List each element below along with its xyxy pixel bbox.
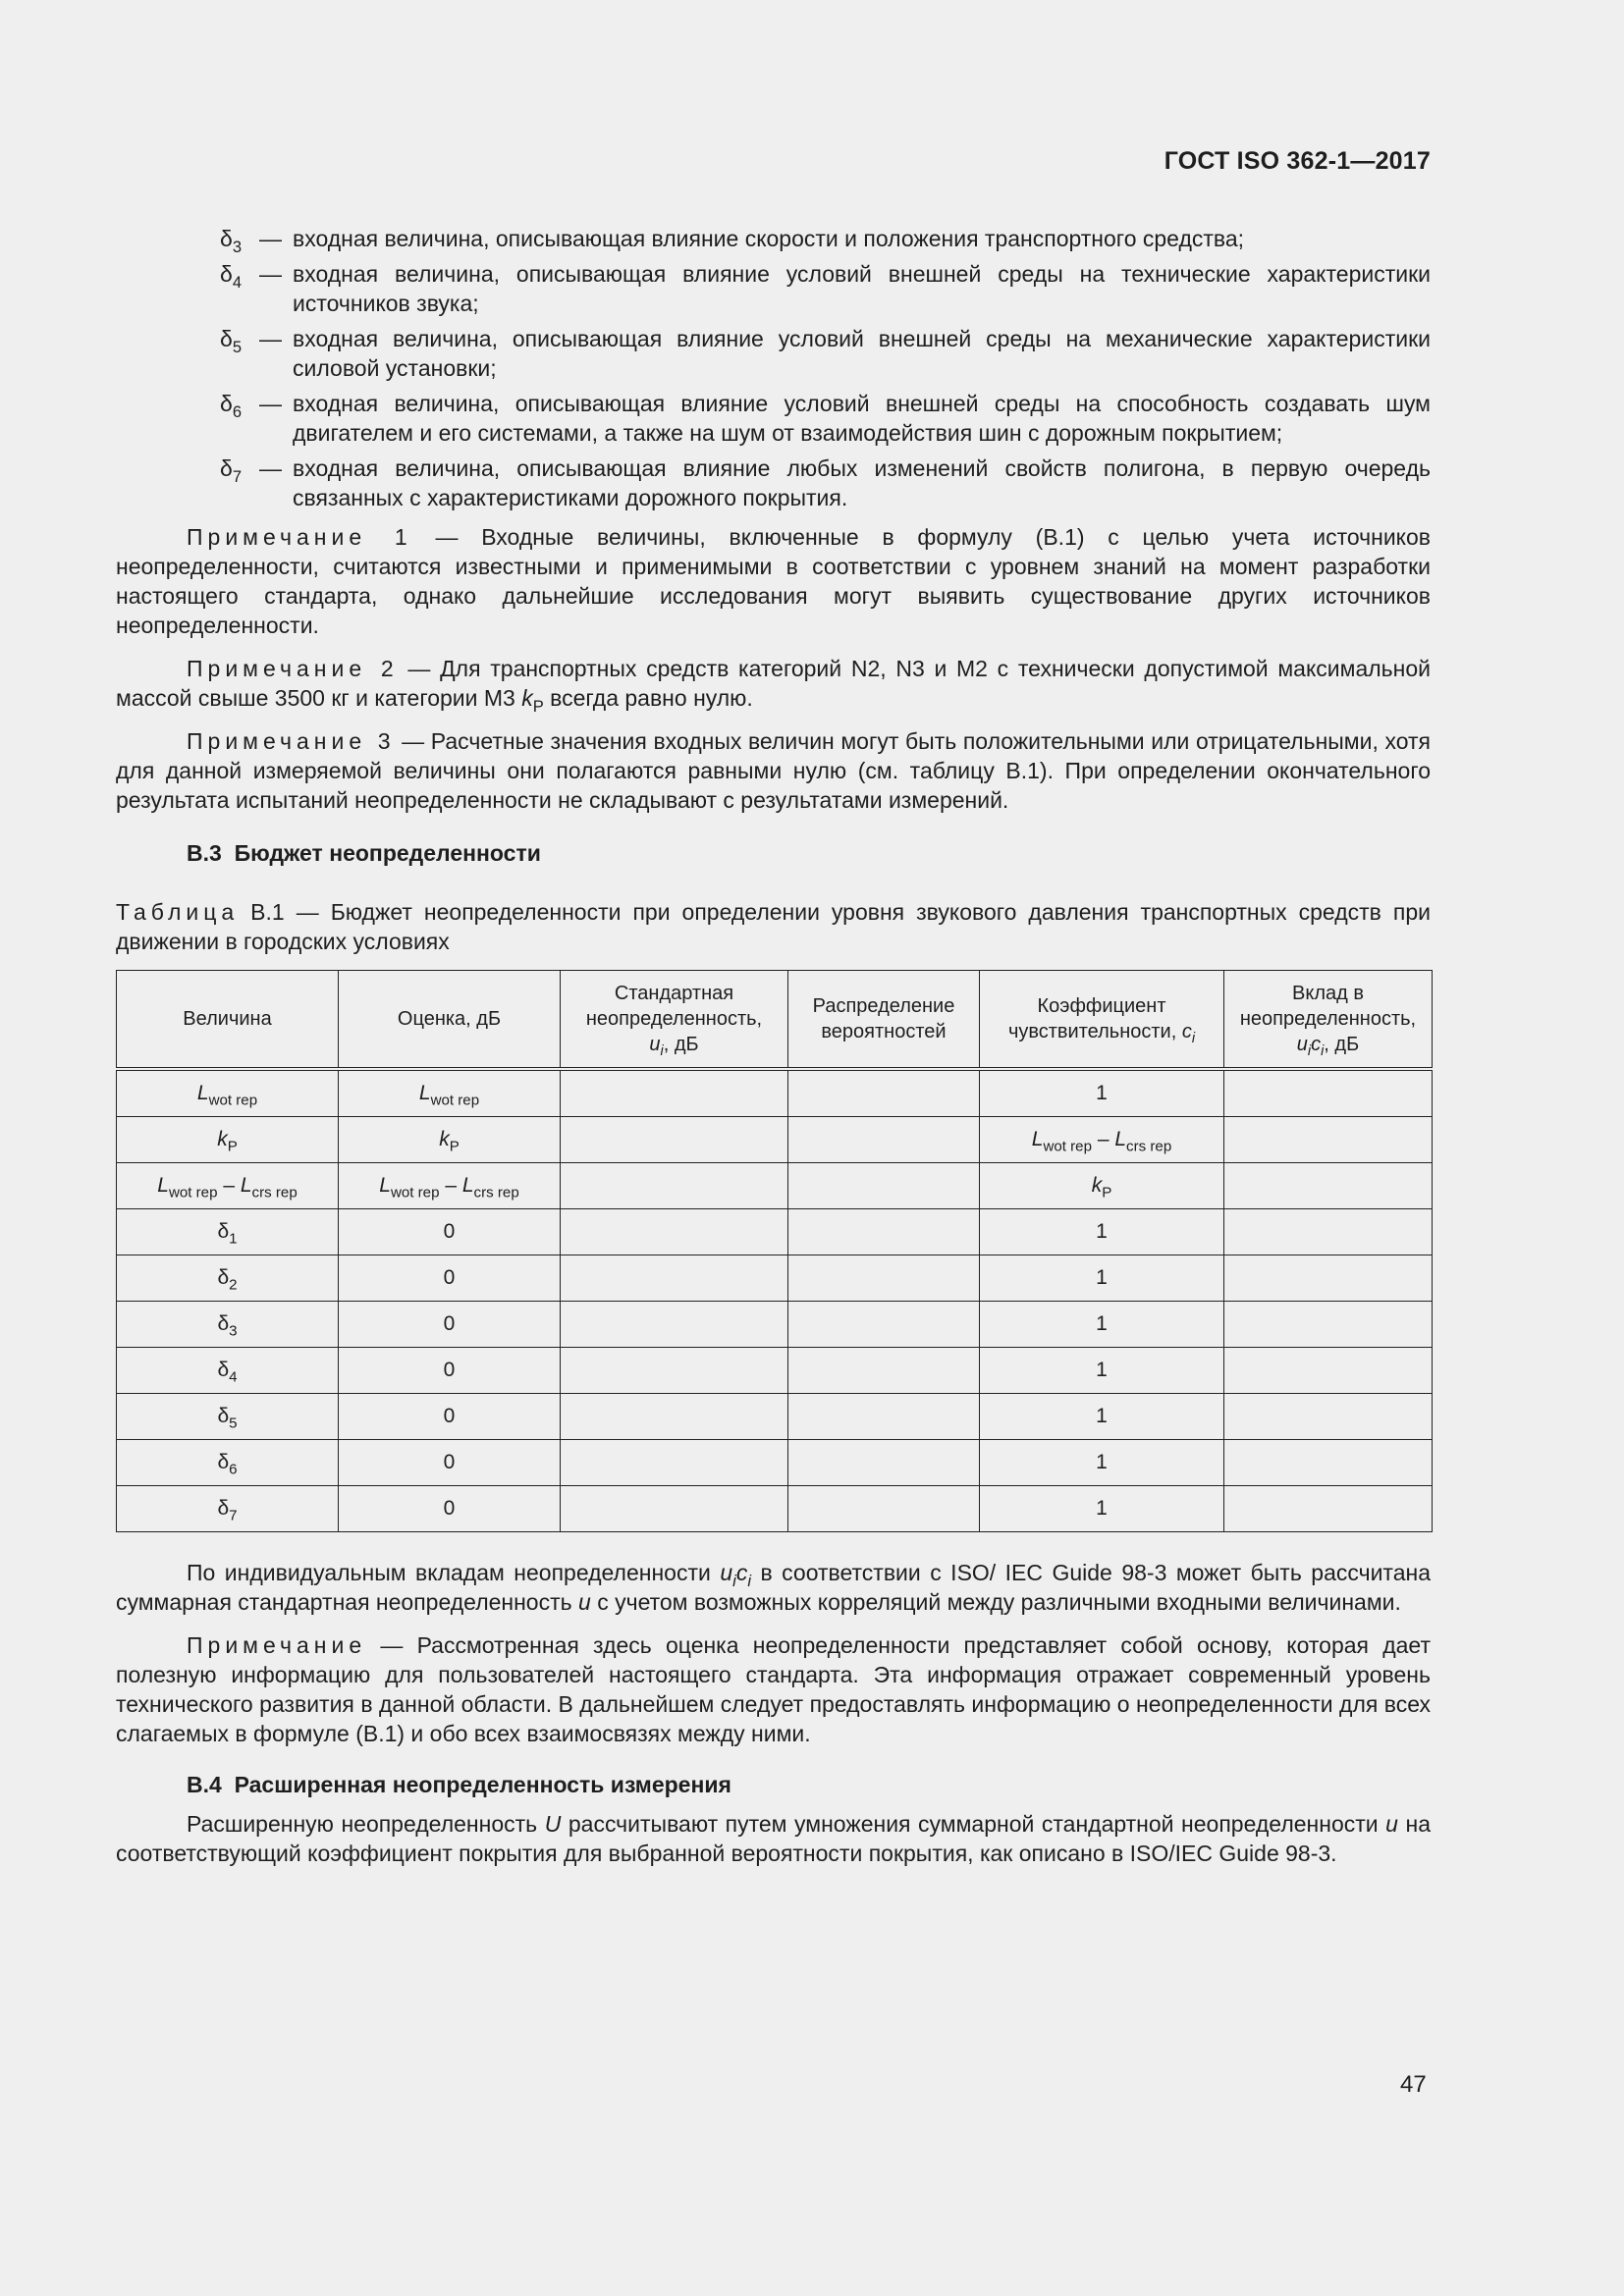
definition-text: входная величина, описывающая влияние условий внешней среды на способность создавать шум двигателем и его системами, а также на шум от взаимодействия шин с дорожным покрытием;: [293, 391, 1431, 446]
section-heading-b3: В.3 Бюджет неопределенности: [187, 840, 541, 866]
cell-distribution: [788, 1348, 980, 1394]
cell-distribution: [788, 1440, 980, 1486]
cell-sensitivity: 1: [980, 1348, 1224, 1394]
definition-item: $\delta_3$ — входная величина, описывающая влияние скорости и положения транспортного средства;: [220, 224, 1431, 253]
cell-estimate: 0: [339, 1486, 561, 1532]
cell-sensitivity: $L_{wot rep} - L_{crs rep}$: [980, 1117, 1224, 1163]
cell-uncertainty: [561, 1255, 788, 1302]
cell-distribution: [788, 1302, 980, 1348]
page-number: 47: [1400, 2071, 1427, 2098]
cell-uncertainty: [561, 1163, 788, 1209]
cell-contribution: [1224, 1117, 1433, 1163]
cell-quantity: $\delta_6$: [117, 1440, 339, 1486]
cell-estimate: 0: [339, 1440, 561, 1486]
cell-uncertainty: [561, 1486, 788, 1532]
note-after-table: Примечание — Рассмотренная здесь оценка неопределенности представляет собой основу, которая дает полезную информацию для пользователей настоящего стандарта. Эта информация отражает современный уровень технического развития в данной области. В дальнейшем следует предоставлять информацию о неопределенности для всех слагаемых в формуле (В.1) и обо всех взаимосвязях между ними.: [116, 1632, 1431, 1746]
expanded-uncertainty-paragraph: Расширенную неопределенность U рассчитывают путем умножения суммарной стандартной неопределенности u на соответствующий коэффициент покрытия для выбранной вероятности покрытия, как описано в ISO/IEC Guide 98-3.: [116, 1811, 1432, 1866]
cell-estimate: 0: [339, 1302, 561, 1348]
table-row: [117, 1440, 1433, 1486]
table-row: [117, 1209, 1433, 1255]
definition-text: входная величина, описывающая влияние скорости и положения транспортного средства;: [293, 226, 1245, 251]
cell-contribution: [1224, 1440, 1433, 1486]
note-1: Примечание 1 — Входные величины, включенные в формулу (В.1) с целью учета источников неопределенности, считаются известными и применимыми в соответствии с уровнем знаний на момент разработки настоящего стандарта, однако дальнейшие исследования могут выявить существование других источников неопределенности.: [116, 524, 1432, 638]
definition-item: $\delta_7$ — входная величина, описывающая влияние любых изменений свойств полигона, в первую очередь связанных с характеристиками дорожного покрытия.: [220, 455, 1431, 510]
note-2: Примечание 2 — Для транспортных средств категорий N2, N3 и M2 с технически допустимой максимальной массой свыше 3500 кг и категории M3 $k_P$ всегда равно нулю.: [116, 656, 1431, 716]
cell-distribution: [788, 1486, 980, 1532]
definition-text: входная величина, описывающая влияние любых изменений свойств полигона, в первую очередь связанных с характеристиками дорожного покрытия.: [293, 455, 1431, 510]
page-content: [116, 224, 1431, 1882]
uncertainty-budget-table: [116, 970, 1433, 1532]
definition-symbol: $\delta_6$: [220, 391, 243, 421]
cell-uncertainty: [561, 1394, 788, 1440]
cell-quantity: $\delta_5$: [117, 1394, 339, 1440]
cell-sensitivity: 1: [980, 1486, 1224, 1532]
cell-distribution: [788, 1255, 980, 1302]
cell-uncertainty: [561, 1117, 788, 1163]
definition-text: входная величина, описывающая влияние условий внешней среды на технические характеристики источников звука;: [293, 261, 1431, 316]
table-row: [117, 1255, 1433, 1302]
cell-estimate: $L_{wot rep}$: [339, 1069, 561, 1117]
cell-contribution: [1224, 1486, 1433, 1532]
cell-uncertainty: [561, 1348, 788, 1394]
cell-sensitivity: 1: [980, 1302, 1224, 1348]
combined-uncertainty-paragraph: По индивидуальным вкладам неопределенности $u_ic_i$ в соответствии с ISO/ IEC Guide 98-3 может быть рассчитана суммарная стандартная неопределенность u с учетом возможных корреляций между различными входными величинами.: [116, 1560, 1431, 1615]
cell-quantity: $\delta_3$: [117, 1302, 339, 1348]
cell-uncertainty: [561, 1209, 788, 1255]
cell-contribution: [1224, 1163, 1433, 1209]
cell-estimate: 0: [339, 1209, 561, 1255]
cell-sensitivity: 1: [980, 1209, 1224, 1255]
cell-distribution: [788, 1163, 980, 1209]
cell-distribution: [788, 1117, 980, 1163]
cell-quantity: $\delta_1$: [117, 1209, 339, 1255]
cell-sensitivity: 1: [980, 1440, 1224, 1486]
section-heading-b4: В.4 Расширенная неопределенность измерения: [187, 1772, 731, 1797]
column-header-quantity: Величина: [117, 971, 339, 1070]
document-id-header: ГОСТ ISO 362-1—2017: [1164, 147, 1431, 175]
table-row: [117, 1069, 1433, 1117]
column-header-standard-uncertainty: Стандартная неопределенность, $u_i$, дБ: [561, 971, 788, 1070]
cell-estimate: 0: [339, 1255, 561, 1302]
definitions-list: [220, 224, 1431, 512]
cell-distribution: [788, 1394, 980, 1440]
table-row: [117, 1394, 1433, 1440]
table-row: [117, 1163, 1433, 1209]
table-row: [117, 1117, 1433, 1163]
cell-quantity: $L_{wot rep} - L_{crs rep}$: [117, 1163, 339, 1209]
cell-quantity: $\delta_2$: [117, 1255, 339, 1302]
cell-estimate: 0: [339, 1394, 561, 1440]
cell-quantity: $\delta_7$: [117, 1486, 339, 1532]
note-3: Примечание 3 — Расчетные значения входных величин могут быть положительными или отрицательными, хотя для данной измеряемой величины они полагаются равными нулю (см. таблицу В.1). При определении окончательного результата испытаний неопределенности не складывают с результатами измерений.: [116, 728, 1431, 813]
table-row: [117, 1486, 1433, 1532]
cell-contribution: [1224, 1302, 1433, 1348]
cell-contribution: [1224, 1255, 1433, 1302]
table-caption: Таблица В.1 — Бюджет неопределенности при определении уровня звукового давления транспортных средств при движении в городских условиях: [116, 899, 1431, 954]
cell-sensitivity: 1: [980, 1069, 1224, 1117]
column-header-distribution: Распределение вероятностей: [788, 971, 980, 1070]
cell-distribution: [788, 1209, 980, 1255]
definition-symbol: $\delta_7$: [220, 455, 243, 486]
table-row: [117, 1348, 1433, 1394]
column-header-estimate: Оценка, дБ: [339, 971, 561, 1070]
definition-symbol: $\delta_5$: [220, 326, 243, 356]
definition-item: $\delta_5$ — входная величина, описывающая влияние условий внешней среды на механические характеристики силовой установки;: [220, 326, 1431, 381]
cell-quantity: $k_P$: [117, 1117, 339, 1163]
cell-estimate: $L_{wot rep} - L_{crs rep}$: [339, 1163, 561, 1209]
definition-symbol: $\delta_3$: [220, 226, 243, 256]
cell-quantity: $\delta_4$: [117, 1348, 339, 1394]
column-header-contribution: Вклад в неопределенность, $u_ic_i$, дБ: [1224, 971, 1433, 1070]
cell-contribution: [1224, 1348, 1433, 1394]
cell-distribution: [788, 1069, 980, 1117]
definition-symbol: $\delta_4$: [220, 261, 243, 292]
cell-uncertainty: [561, 1440, 788, 1486]
cell-contribution: [1224, 1394, 1433, 1440]
cell-estimate: $k_P$: [339, 1117, 561, 1163]
table-row: [117, 1302, 1433, 1348]
definition-text: входная величина, описывающая влияние условий внешней среды на механические характеристики силовой установки;: [293, 326, 1431, 381]
definition-item: $\delta_6$ — входная величина, описывающая влияние условий внешней среды на способность создавать шум двигателем и его системами, а также на шум от взаимодействия шин с дорожным покрытием;: [220, 391, 1431, 446]
cell-estimate: 0: [339, 1348, 561, 1394]
cell-sensitivity: 1: [980, 1394, 1224, 1440]
cell-sensitivity: $k_P$: [980, 1163, 1224, 1209]
cell-uncertainty: [561, 1069, 788, 1117]
cell-contribution: [1224, 1209, 1433, 1255]
column-header-sensitivity: Коэффициент чувствительности, $c_i$: [980, 971, 1224, 1070]
definition-item: $\delta_4$ — входная величина, описывающая влияние условий внешней среды на технические характеристики источников звука;: [220, 261, 1431, 316]
cell-sensitivity: 1: [980, 1255, 1224, 1302]
cell-contribution: [1224, 1069, 1433, 1117]
cell-uncertainty: [561, 1302, 788, 1348]
table-header-row: [117, 971, 1433, 1070]
cell-quantity: $L_{wot rep}$: [117, 1069, 339, 1117]
